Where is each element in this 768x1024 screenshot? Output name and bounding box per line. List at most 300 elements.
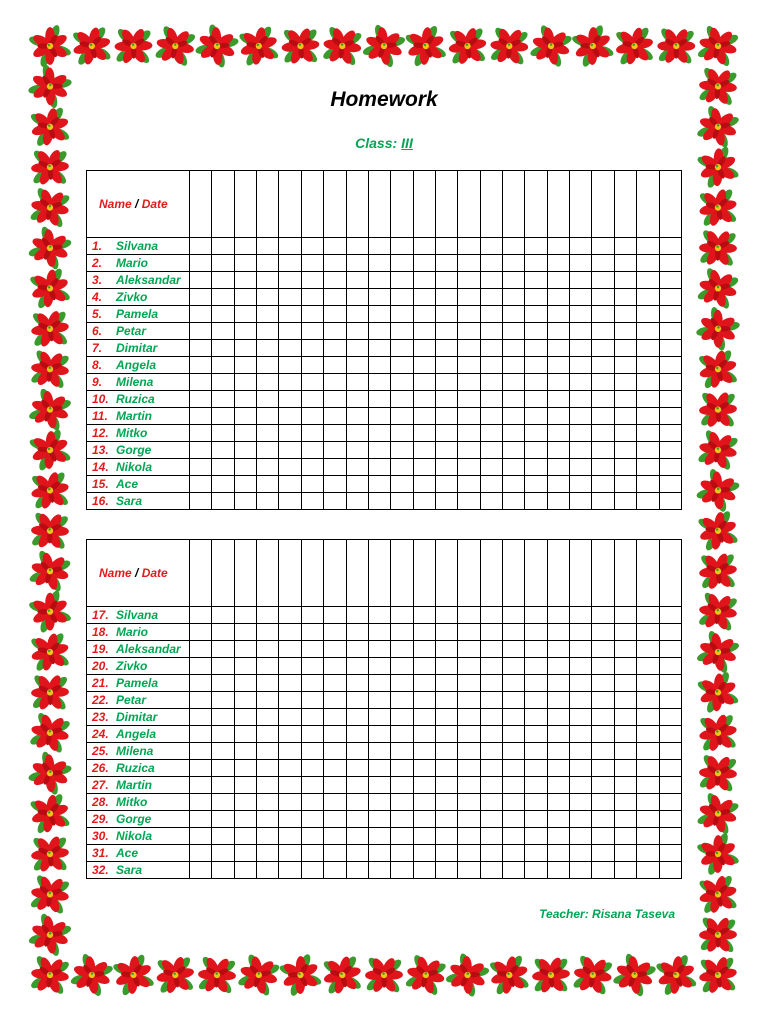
homework-check-cell[interactable] [346,777,368,794]
homework-check-cell[interactable] [435,828,457,845]
date-header-cell[interactable] [480,171,502,238]
date-header-cell[interactable] [525,540,547,607]
date-header-cell[interactable] [391,171,413,238]
homework-check-cell[interactable] [279,811,301,828]
homework-check-cell[interactable] [324,289,346,306]
homework-check-cell[interactable] [190,459,212,476]
homework-check-cell[interactable] [570,675,592,692]
homework-check-cell[interactable] [234,862,256,879]
homework-check-cell[interactable] [503,323,525,340]
homework-check-cell[interactable] [234,425,256,442]
homework-check-cell[interactable] [525,641,547,658]
homework-check-cell[interactable] [301,777,323,794]
homework-check-cell[interactable] [637,459,659,476]
homework-check-cell[interactable] [190,862,212,879]
homework-check-cell[interactable] [570,255,592,272]
homework-check-cell[interactable] [346,692,368,709]
homework-check-cell[interactable] [368,862,390,879]
homework-check-cell[interactable] [637,255,659,272]
homework-check-cell[interactable] [413,323,435,340]
homework-check-cell[interactable] [458,425,480,442]
homework-check-cell[interactable] [279,357,301,374]
homework-check-cell[interactable] [659,391,681,408]
homework-check-cell[interactable] [212,777,234,794]
homework-check-cell[interactable] [503,845,525,862]
homework-check-cell[interactable] [234,658,256,675]
homework-check-cell[interactable] [346,459,368,476]
homework-check-cell[interactable] [257,408,279,425]
homework-check-cell[interactable] [659,743,681,760]
homework-check-cell[interactable] [257,845,279,862]
date-header-cell[interactable] [614,171,636,238]
homework-check-cell[interactable] [480,340,502,357]
homework-check-cell[interactable] [547,340,569,357]
homework-check-cell[interactable] [614,357,636,374]
homework-check-cell[interactable] [324,777,346,794]
homework-check-cell[interactable] [503,306,525,323]
homework-check-cell[interactable] [480,425,502,442]
homework-check-cell[interactable] [234,272,256,289]
homework-check-cell[interactable] [368,777,390,794]
homework-check-cell[interactable] [234,442,256,459]
homework-check-cell[interactable] [368,828,390,845]
homework-check-cell[interactable] [391,255,413,272]
homework-check-cell[interactable] [592,794,614,811]
homework-check-cell[interactable] [480,828,502,845]
homework-check-cell[interactable] [435,255,457,272]
homework-check-cell[interactable] [614,323,636,340]
homework-check-cell[interactable] [346,238,368,255]
homework-check-cell[interactable] [391,845,413,862]
homework-check-cell[interactable] [592,709,614,726]
homework-check-cell[interactable] [413,845,435,862]
homework-check-cell[interactable] [234,624,256,641]
homework-check-cell[interactable] [503,624,525,641]
homework-check-cell[interactable] [659,760,681,777]
date-header-cell[interactable] [190,540,212,607]
homework-check-cell[interactable] [659,828,681,845]
homework-check-cell[interactable] [413,794,435,811]
date-header-cell[interactable] [592,540,614,607]
date-header-cell[interactable] [368,540,390,607]
homework-check-cell[interactable] [592,743,614,760]
homework-check-cell[interactable] [458,323,480,340]
homework-check-cell[interactable] [257,726,279,743]
homework-check-cell[interactable] [212,306,234,323]
homework-check-cell[interactable] [346,641,368,658]
homework-check-cell[interactable] [614,391,636,408]
homework-check-cell[interactable] [346,845,368,862]
homework-check-cell[interactable] [413,408,435,425]
homework-check-cell[interactable] [592,323,614,340]
date-header-cell[interactable] [346,540,368,607]
homework-check-cell[interactable] [592,845,614,862]
homework-check-cell[interactable] [592,289,614,306]
homework-check-cell[interactable] [547,607,569,624]
homework-check-cell[interactable] [547,459,569,476]
homework-check-cell[interactable] [525,306,547,323]
homework-check-cell[interactable] [234,641,256,658]
homework-check-cell[interactable] [637,357,659,374]
homework-check-cell[interactable] [413,692,435,709]
homework-check-cell[interactable] [301,794,323,811]
homework-check-cell[interactable] [637,340,659,357]
homework-check-cell[interactable] [570,828,592,845]
homework-check-cell[interactable] [413,425,435,442]
homework-check-cell[interactable] [391,306,413,323]
homework-check-cell[interactable] [592,238,614,255]
homework-check-cell[interactable] [614,624,636,641]
homework-check-cell[interactable] [525,238,547,255]
homework-check-cell[interactable] [368,323,390,340]
homework-check-cell[interactable] [458,340,480,357]
homework-check-cell[interactable] [480,607,502,624]
homework-check-cell[interactable] [346,743,368,760]
homework-check-cell[interactable] [368,238,390,255]
homework-check-cell[interactable] [212,459,234,476]
homework-check-cell[interactable] [413,289,435,306]
homework-check-cell[interactable] [525,323,547,340]
homework-check-cell[interactable] [659,794,681,811]
homework-check-cell[interactable] [413,607,435,624]
homework-check-cell[interactable] [368,459,390,476]
homework-check-cell[interactable] [458,357,480,374]
homework-check-cell[interactable] [637,425,659,442]
homework-check-cell[interactable] [368,743,390,760]
homework-check-cell[interactable] [547,760,569,777]
homework-check-cell[interactable] [592,442,614,459]
homework-check-cell[interactable] [525,357,547,374]
homework-check-cell[interactable] [637,391,659,408]
homework-check-cell[interactable] [525,493,547,510]
homework-check-cell[interactable] [368,442,390,459]
homework-check-cell[interactable] [503,238,525,255]
homework-check-cell[interactable] [279,675,301,692]
homework-check-cell[interactable] [301,340,323,357]
homework-check-cell[interactable] [614,238,636,255]
homework-check-cell[interactable] [301,760,323,777]
homework-check-cell[interactable] [391,828,413,845]
homework-check-cell[interactable] [301,709,323,726]
homework-check-cell[interactable] [480,374,502,391]
homework-check-cell[interactable] [458,794,480,811]
homework-check-cell[interactable] [413,675,435,692]
homework-check-cell[interactable] [301,811,323,828]
homework-check-cell[interactable] [413,238,435,255]
homework-check-cell[interactable] [458,709,480,726]
homework-check-cell[interactable] [324,692,346,709]
homework-check-cell[interactable] [391,760,413,777]
date-header-cell[interactable] [547,171,569,238]
homework-check-cell[interactable] [435,811,457,828]
homework-check-cell[interactable] [324,272,346,289]
homework-check-cell[interactable] [368,675,390,692]
homework-check-cell[interactable] [346,726,368,743]
homework-check-cell[interactable] [279,408,301,425]
homework-check-cell[interactable] [614,607,636,624]
homework-check-cell[interactable] [413,624,435,641]
homework-check-cell[interactable] [592,811,614,828]
homework-check-cell[interactable] [346,675,368,692]
homework-check-cell[interactable] [413,658,435,675]
homework-check-cell[interactable] [413,777,435,794]
homework-check-cell[interactable] [592,675,614,692]
homework-check-cell[interactable] [324,624,346,641]
homework-check-cell[interactable] [368,845,390,862]
homework-check-cell[interactable] [234,743,256,760]
homework-check-cell[interactable] [435,794,457,811]
homework-check-cell[interactable] [279,692,301,709]
homework-check-cell[interactable] [637,289,659,306]
homework-check-cell[interactable] [503,641,525,658]
homework-check-cell[interactable] [413,255,435,272]
homework-check-cell[interactable] [547,306,569,323]
homework-check-cell[interactable] [435,845,457,862]
homework-check-cell[interactable] [614,476,636,493]
homework-check-cell[interactable] [257,760,279,777]
homework-check-cell[interactable] [503,675,525,692]
homework-check-cell[interactable] [234,340,256,357]
homework-check-cell[interactable] [570,476,592,493]
homework-check-cell[interactable] [324,794,346,811]
homework-check-cell[interactable] [525,272,547,289]
homework-check-cell[interactable] [212,760,234,777]
homework-check-cell[interactable] [659,709,681,726]
homework-check-cell[interactable] [570,289,592,306]
homework-check-cell[interactable] [234,391,256,408]
homework-check-cell[interactable] [324,675,346,692]
homework-check-cell[interactable] [614,692,636,709]
homework-check-cell[interactable] [368,255,390,272]
homework-check-cell[interactable] [570,658,592,675]
homework-check-cell[interactable] [570,357,592,374]
homework-check-cell[interactable] [391,862,413,879]
homework-check-cell[interactable] [480,845,502,862]
homework-check-cell[interactable] [614,425,636,442]
homework-check-cell[interactable] [190,658,212,675]
homework-check-cell[interactable] [257,493,279,510]
homework-check-cell[interactable] [346,442,368,459]
homework-check-cell[interactable] [190,255,212,272]
homework-check-cell[interactable] [301,459,323,476]
homework-check-cell[interactable] [257,709,279,726]
homework-check-cell[interactable] [570,811,592,828]
homework-check-cell[interactable] [324,459,346,476]
homework-check-cell[interactable] [547,794,569,811]
homework-check-cell[interactable] [480,323,502,340]
homework-check-cell[interactable] [212,675,234,692]
homework-check-cell[interactable] [547,374,569,391]
homework-check-cell[interactable] [301,306,323,323]
homework-check-cell[interactable] [234,828,256,845]
homework-check-cell[interactable] [637,641,659,658]
homework-check-cell[interactable] [525,255,547,272]
homework-check-cell[interactable] [525,340,547,357]
homework-check-cell[interactable] [570,408,592,425]
homework-check-cell[interactable] [234,306,256,323]
homework-check-cell[interactable] [637,306,659,323]
homework-check-cell[interactable] [525,607,547,624]
homework-check-cell[interactable] [279,777,301,794]
homework-check-cell[interactable] [324,862,346,879]
date-header-cell[interactable] [190,171,212,238]
homework-check-cell[interactable] [234,289,256,306]
homework-check-cell[interactable] [190,777,212,794]
homework-check-cell[interactable] [368,760,390,777]
homework-check-cell[interactable] [346,476,368,493]
homework-check-cell[interactable] [547,425,569,442]
homework-check-cell[interactable] [570,374,592,391]
homework-check-cell[interactable] [257,658,279,675]
homework-check-cell[interactable] [614,442,636,459]
homework-check-cell[interactable] [592,760,614,777]
homework-check-cell[interactable] [190,607,212,624]
homework-check-cell[interactable] [413,709,435,726]
homework-check-cell[interactable] [279,476,301,493]
homework-check-cell[interactable] [257,862,279,879]
homework-check-cell[interactable] [368,476,390,493]
homework-check-cell[interactable] [234,493,256,510]
homework-check-cell[interactable] [346,658,368,675]
homework-check-cell[interactable] [637,743,659,760]
homework-check-cell[interactable] [234,357,256,374]
homework-check-cell[interactable] [659,777,681,794]
homework-check-cell[interactable] [279,862,301,879]
homework-check-cell[interactable] [346,493,368,510]
homework-check-cell[interactable] [324,476,346,493]
homework-check-cell[interactable] [458,408,480,425]
homework-check-cell[interactable] [480,726,502,743]
homework-check-cell[interactable] [279,323,301,340]
homework-check-cell[interactable] [301,726,323,743]
homework-check-cell[interactable] [435,289,457,306]
homework-check-cell[interactable] [190,289,212,306]
homework-check-cell[interactable] [257,391,279,408]
date-header-cell[interactable] [592,171,614,238]
homework-check-cell[interactable] [659,408,681,425]
date-header-cell[interactable] [659,171,681,238]
homework-check-cell[interactable] [547,391,569,408]
homework-check-cell[interactable] [435,692,457,709]
homework-check-cell[interactable] [458,255,480,272]
homework-check-cell[interactable] [212,709,234,726]
homework-check-cell[interactable] [391,794,413,811]
homework-check-cell[interactable] [547,709,569,726]
homework-check-cell[interactable] [525,709,547,726]
date-header-cell[interactable] [257,540,279,607]
homework-check-cell[interactable] [659,641,681,658]
homework-check-cell[interactable] [257,692,279,709]
homework-check-cell[interactable] [212,357,234,374]
homework-check-cell[interactable] [547,845,569,862]
homework-check-cell[interactable] [614,374,636,391]
homework-check-cell[interactable] [458,692,480,709]
homework-check-cell[interactable] [480,238,502,255]
homework-check-cell[interactable] [458,675,480,692]
homework-check-cell[interactable] [413,442,435,459]
date-header-cell[interactable] [570,540,592,607]
homework-check-cell[interactable] [257,459,279,476]
homework-check-cell[interactable] [212,476,234,493]
homework-check-cell[interactable] [413,374,435,391]
homework-check-cell[interactable] [324,442,346,459]
homework-check-cell[interactable] [637,828,659,845]
date-header-cell[interactable] [212,540,234,607]
homework-check-cell[interactable] [324,709,346,726]
homework-check-cell[interactable] [503,811,525,828]
homework-check-cell[interactable] [391,726,413,743]
homework-check-cell[interactable] [324,641,346,658]
homework-check-cell[interactable] [435,726,457,743]
homework-check-cell[interactable] [503,357,525,374]
homework-check-cell[interactable] [212,845,234,862]
homework-check-cell[interactable] [279,272,301,289]
homework-check-cell[interactable] [257,357,279,374]
homework-check-cell[interactable] [190,340,212,357]
date-header-cell[interactable] [413,540,435,607]
homework-check-cell[interactable] [324,743,346,760]
homework-check-cell[interactable] [614,845,636,862]
homework-check-cell[interactable] [257,607,279,624]
homework-check-cell[interactable] [458,459,480,476]
homework-check-cell[interactable] [637,238,659,255]
homework-check-cell[interactable] [614,658,636,675]
homework-check-cell[interactable] [547,493,569,510]
homework-check-cell[interactable] [391,607,413,624]
homework-check-cell[interactable] [391,624,413,641]
homework-check-cell[interactable] [637,709,659,726]
homework-check-cell[interactable] [234,777,256,794]
homework-check-cell[interactable] [391,658,413,675]
homework-check-cell[interactable] [637,794,659,811]
homework-check-cell[interactable] [368,794,390,811]
homework-check-cell[interactable] [279,289,301,306]
homework-check-cell[interactable] [570,493,592,510]
homework-check-cell[interactable] [614,306,636,323]
homework-check-cell[interactable] [257,476,279,493]
homework-check-cell[interactable] [637,675,659,692]
homework-check-cell[interactable] [480,743,502,760]
homework-check-cell[interactable] [570,425,592,442]
homework-check-cell[interactable] [301,828,323,845]
homework-check-cell[interactable] [234,476,256,493]
homework-check-cell[interactable] [346,408,368,425]
homework-check-cell[interactable] [413,391,435,408]
homework-check-cell[interactable] [301,272,323,289]
homework-check-cell[interactable] [480,675,502,692]
homework-check-cell[interactable] [614,794,636,811]
homework-check-cell[interactable] [257,743,279,760]
homework-check-cell[interactable] [279,743,301,760]
homework-check-cell[interactable] [346,828,368,845]
homework-check-cell[interactable] [547,289,569,306]
homework-check-cell[interactable] [659,425,681,442]
date-header-cell[interactable] [391,540,413,607]
homework-check-cell[interactable] [570,624,592,641]
homework-check-cell[interactable] [212,272,234,289]
homework-check-cell[interactable] [190,794,212,811]
homework-check-cell[interactable] [212,862,234,879]
homework-check-cell[interactable] [234,675,256,692]
homework-check-cell[interactable] [391,811,413,828]
homework-check-cell[interactable] [614,709,636,726]
homework-check-cell[interactable] [346,255,368,272]
homework-check-cell[interactable] [458,493,480,510]
homework-check-cell[interactable] [435,607,457,624]
homework-check-cell[interactable] [324,845,346,862]
homework-check-cell[interactable] [458,289,480,306]
homework-check-cell[interactable] [257,777,279,794]
